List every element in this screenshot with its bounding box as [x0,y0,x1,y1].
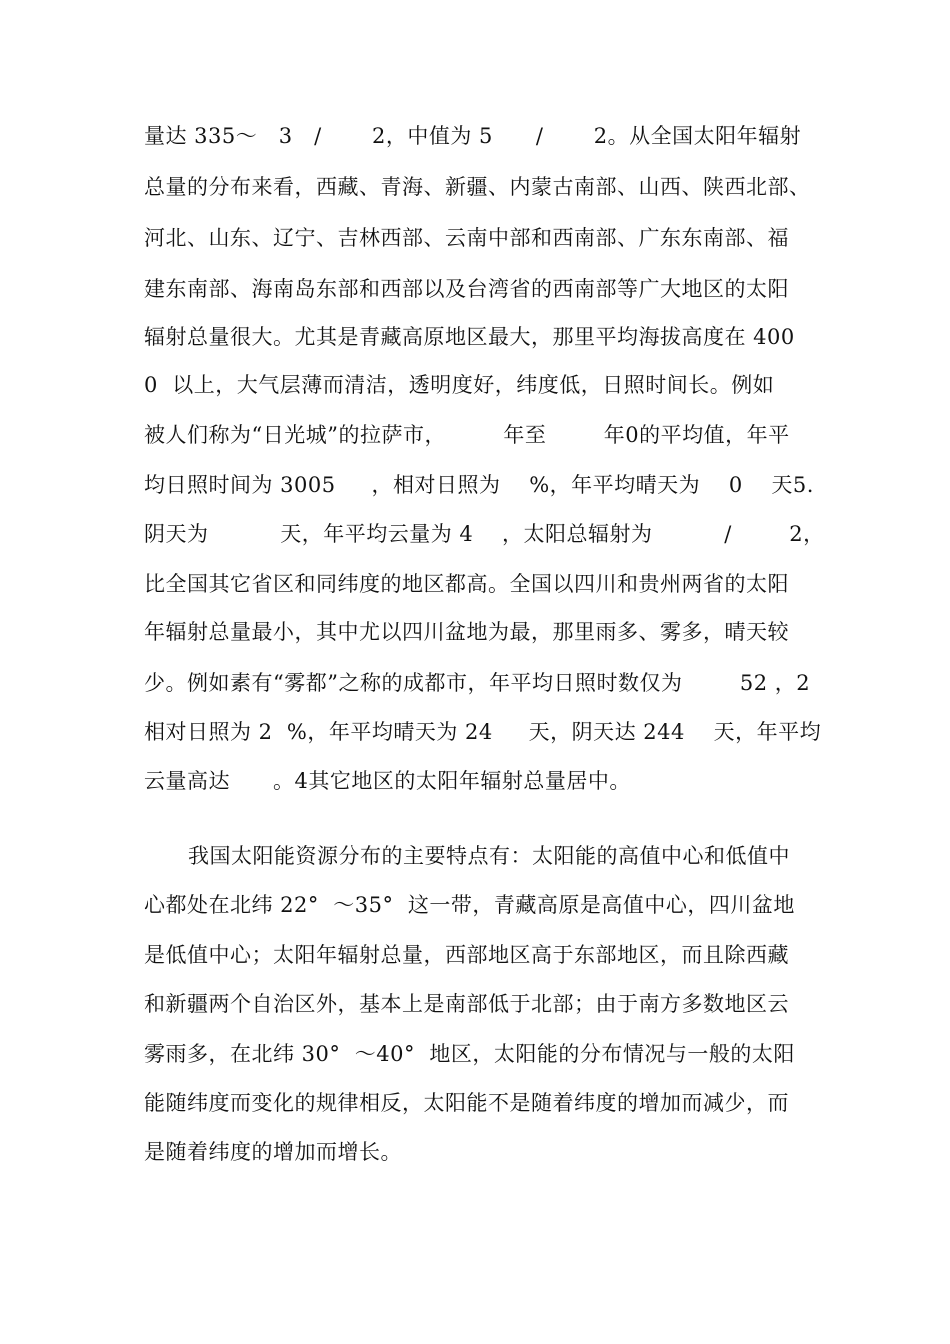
text-line: 是低值中心；太阳年辐射总量，西部地区高于东部地区，而且除西藏 [144,943,789,967]
text-line: 云量高达 。4其它地区的太阳年辐射总量居中。 [144,769,631,793]
text-line: 相对日照为 2 %，年平均晴天为 24 天，阴天达 244 天，年平均 [144,720,822,744]
text-line: 我国太阳能资源分布的主要特点有：太阳能的高值中心和低值中 [188,844,790,868]
text-line: 0 以上，大气层薄而清洁，透明度好，纬度低，日照时间长。例如 [144,373,775,397]
text-line: 均日照时间为 3005 ，相对日照为 %，年平均晴天为 0 天5. [144,473,814,497]
text-line: 少。例如素有“雾都”之称的成都市，年平均日照时数仅为 52 ，2 [144,671,811,695]
text-line: 心都处在北纬 22° ～35° 这一带，青藏高原是高值中心，四川盆地 [144,893,795,917]
text-line: 总量的分布来看，西藏、青海、新疆、内蒙古南部、山西、陕西北部、 [144,175,811,199]
text-line: 年辐射总量最小，其中尤以四川盆地为最，那里雨多、雾多，晴天较 [144,620,789,644]
text-line: 和新疆两个自治区外，基本上是南部低于北部；由于南方多数地区云 [144,992,789,1016]
text-line: 雾雨多，在北纬 30° ～40° 地区，太阳能的分布情况与一般的太阳 [144,1042,795,1066]
text-line: 量达 335～ 3 / 2，中值为 5 / 2。从全国太阳年辐射 [144,124,802,148]
text-line: 比全国其它省区和同纬度的地区都高。全国以四川和贵州两省的太阳 [144,572,789,596]
text-line: 河北、山东、辽宁、吉林西部、云南中部和西南部、广东东南部、福 [144,226,789,250]
text-line: 阴天为 天，年平均云量为 4 ，太阳总辐射为 / 2， [144,522,825,546]
text-line: 是随着纬度的增加而增长。 [144,1140,402,1164]
text-line: 能随纬度而变化的规律相反，太阳能不是随着纬度的增加而减少，而 [144,1091,789,1115]
text-line: 建东南部、海南岛东部和西部以及台湾省的西南部等广大地区的太阳 [144,277,789,301]
text-line: 辐射总量很大。尤其是青藏高原地区最大，那里平均海拔高度在 400 [144,325,795,349]
text-line: 被人们称为“日光城”的拉萨市， 年至 年0的平均值，年平 [144,423,790,447]
